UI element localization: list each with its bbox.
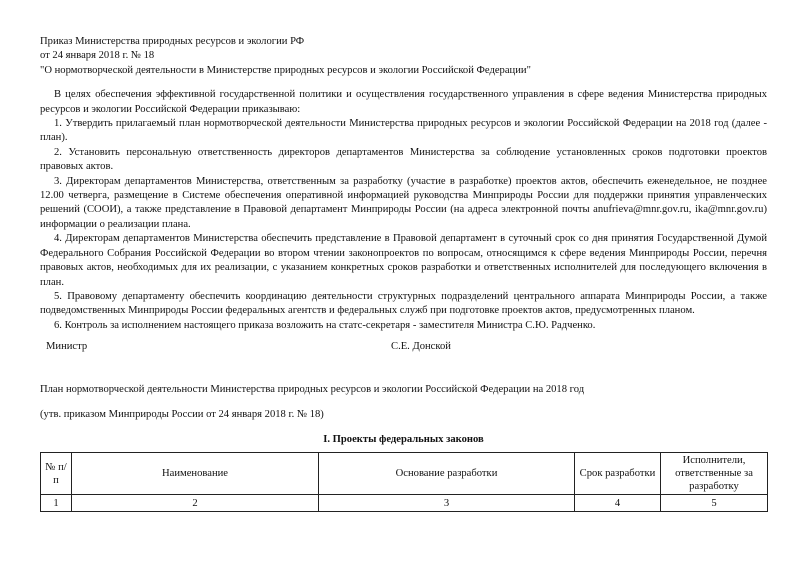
column-header-number: № п/п — [41, 453, 72, 495]
table-cell: 4 — [575, 495, 661, 512]
signature-block — [40, 340, 767, 356]
table-header-row — [41, 453, 768, 495]
order-document — [40, 35, 767, 356]
header-line-2: от 24 января 2018 г. № 18 — [40, 50, 155, 62]
order-item-6: 6. Контроль за исполнением настоящего приказа возложить на статс-секретаря - заместителя Министра С.Ю. Радченко. — [54, 319, 596, 331]
order-item-2: 2. Установить персональную ответственность директоров департаментов Министерства за соблюдение установленных сроков подготовки проектов правовых актов. — [40, 146, 767, 173]
table-cell: 3 — [319, 495, 575, 512]
table-row — [41, 495, 768, 512]
header-line-3: "О нормотворческой деятельности в Министерстве природных ресурсов и экологии Российской Федерации" — [40, 64, 531, 76]
order-item-4: 4. Директорам департаментов Министерства обеспечить представление в Правовой департамент в суточный срок со дня принятия Государственной Думой Федерального Собрания Российской Федерации во втором чтении законопроектов по вопросам, относящимся к сфере ведения Минприроды России, перечня правовых актов, необходимых для их реализации, с указанием конкретных сроков разработки и ответственных исполнителей для последующего включения в план. — [40, 233, 767, 288]
order-item-3: 3. Директорам департаментов Министерства, ответственным за разработку (участие в разработке) проектов актов, обеспечить еженедельное, не позднее 12.00 четверга, размещение в Системе обеспечения оперативной информацией руководства Минприроды России для поддержки принятия управленческих решений (СООИ), а также представление в Правовой департамент Минприроды России (на адреса электронной почты anufrieva@mnr.gov.ru, ika@mnr.gov.ru) информации о реализации плана. — [40, 175, 767, 230]
table-cell: 1 — [41, 495, 72, 512]
table-cell: 2 — [72, 495, 319, 512]
column-header-basis: Основание разработки — [319, 453, 575, 495]
plan-title: План нормотворческой деятельности Министерства природных ресурсов и экологии Российской Федерации на 2018 год — [40, 384, 585, 395]
intro-paragraph: В целях обеспечения эффективной государственной политики и осуществления государственного управления в сфере ведения Министерства природных ресурсов и экологии Российской Федерации приказываю: — [40, 89, 767, 115]
signature-position: Министр — [46, 341, 88, 353]
column-header-deadline: Срок разработки — [575, 453, 661, 495]
table-cell: 5 — [661, 495, 768, 512]
column-header-executors: Исполнители, ответственные за разработку — [661, 453, 768, 495]
order-item-1: 1. Утвердить прилагаемый план нормотворческой деятельности Министерства природных ресурсов и экологии Российской Федерации на 2018 год (далее - план). — [40, 118, 767, 144]
header-line-1: Приказ Министерства природных ресурсов и экологии РФ — [40, 36, 305, 47]
document-header — [40, 35, 767, 78]
plan-approved-note: (утв. приказом Минприроды России от 24 января 2018 г. № 18) — [40, 409, 324, 420]
plan-table — [40, 452, 768, 512]
signature-name: С.Е. Донской — [391, 341, 451, 353]
column-header-name: Наименование — [72, 453, 319, 495]
section-title: I. Проекты федеральных законов — [323, 434, 484, 445]
order-item-5: 5. Правовому департаменту обеспечить координацию деятельности структурных подразделений центрального аппарата Минприроды России, а также подведомственных Минприроды России федеральных агентств и федеральных служб при подготовке проектов актов, предусмотренных планом. — [40, 290, 767, 317]
